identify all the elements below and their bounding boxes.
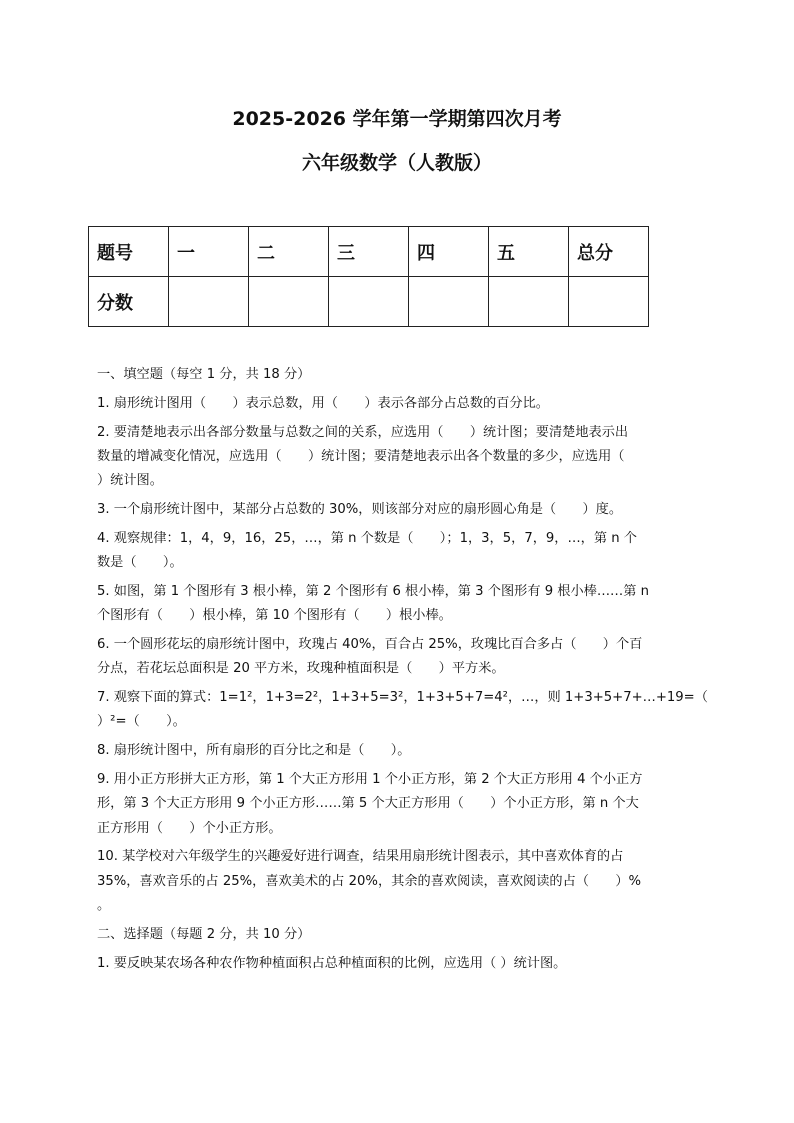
question-line: 形，第 3 个大正方形用 9 个小正方形……第 5 个大正方形用（ ）个小正方形，第 n 个大 bbox=[97, 796, 639, 812]
section-heading: 一、填空题（每空 1 分，共 18 分） bbox=[97, 367, 311, 382]
question-line: 5. 如图，第 1 个图形有 3 根小棒，第 2 个图形有 6 根小棒，第 3 个图形有 9 根小棒……第 n bbox=[97, 583, 649, 599]
score-cell-empty bbox=[169, 277, 249, 327]
score-cell-header: 五 bbox=[489, 227, 569, 277]
score-cell-header: 四 bbox=[409, 227, 489, 277]
exam-subtitle: 六年级数学（人教版） bbox=[301, 152, 492, 174]
question-line: 。 bbox=[97, 897, 111, 913]
question-line: 正方形用（ ）个小正方形。 bbox=[97, 820, 282, 836]
score-cell-header: 一 bbox=[169, 227, 249, 277]
section-heading: 二、选择题（每题 2 分，共 10 分） bbox=[97, 926, 311, 942]
question-4 bbox=[97, 527, 697, 576]
question-line: 1. 扇形统计图用（ ）表示总数，用（ ）表示各部分占总数的百分比。 bbox=[97, 395, 549, 411]
question-line: 数是（ ）。 bbox=[97, 555, 183, 571]
question-9 bbox=[97, 768, 697, 841]
score-cell-label: 分数 bbox=[89, 277, 169, 327]
question-line: 2. 要清楚地表示出各部分数量与总数之间的关系，应选用（ ）统计图；要清楚地表示出 bbox=[97, 424, 629, 440]
question-line: 9. 用小正方形拼大正方形，第 1 个大正方形用 1 个小正方形，第 2 个大正方形用 4 个小正方 bbox=[97, 771, 643, 787]
question-line: 6. 一个圆形花坛的扇形统计图中，玫瑰占 40%，百合占 25%，玫瑰比百合多占（ ）个百 bbox=[97, 636, 643, 652]
question-line: 7. 观察下面的算式：1=1²，1+3=2²，1+3+5=3²，1+3+5+7=4²，…，则 1+3+5+7+…+19=（ bbox=[97, 690, 708, 706]
score-cell-empty bbox=[489, 277, 569, 327]
question-8 bbox=[97, 739, 697, 763]
exam-content bbox=[97, 363, 708, 976]
question-2 bbox=[97, 421, 697, 494]
question-6 bbox=[97, 633, 697, 682]
question-line: 10. 某学校对六年级学生的兴趣爱好进行调查，结果用扇形统计图表示，其中喜欢体育的占 bbox=[97, 849, 624, 865]
question-7 bbox=[97, 686, 708, 735]
question-line: 分点，若花坛总面积是 20 平方米，玫瑰种植面积是（ ）平方米。 bbox=[97, 661, 505, 677]
score-cell-header: 总分 bbox=[569, 227, 649, 277]
score-cell-empty bbox=[409, 277, 489, 327]
question-5 bbox=[97, 580, 697, 629]
question-10 bbox=[97, 845, 697, 918]
score-cell-empty bbox=[249, 277, 329, 327]
question-line: ）²=（ ）。 bbox=[97, 714, 186, 730]
score-table-score-row bbox=[89, 277, 649, 327]
score-table bbox=[88, 226, 649, 327]
score-cell-label: 题号 bbox=[89, 227, 169, 277]
score-table-header-row bbox=[89, 227, 649, 277]
question-line: 8. 扇形统计图中，所有扇形的百分比之和是（ ）。 bbox=[97, 743, 411, 759]
exam-title: 2025-2026 学年第一学期第四次月考 bbox=[232, 108, 562, 130]
question-3 bbox=[97, 498, 697, 522]
score-cell-empty bbox=[329, 277, 409, 327]
question-line: 3. 一个扇形统计图中，某部分占总数的 30%，则该部分对应的扇形圆心角是（ ）度。 bbox=[97, 501, 623, 517]
score-cell-header: 三 bbox=[329, 227, 409, 277]
question-line: 1. 要反映某农场各种农作物种植面积占总种植面积的比例，应选用（ ）统计图。 bbox=[97, 955, 567, 971]
question-line: 个图形有（ ）根小棒，第 10 个图形有（ ）根小棒。 bbox=[97, 608, 452, 624]
choice-question-1 bbox=[97, 952, 697, 976]
question-1 bbox=[97, 392, 697, 416]
question-line: 4. 观察规律：1，4，9，16，25，…，第 n 个数是（ ）；1，3，5，7，9，…，第 n 个 bbox=[97, 530, 637, 546]
question-line: 35%，喜欢音乐的占 25%，喜欢美术的占 20%，其余的喜欢阅读，喜欢阅读的占（ ）% bbox=[97, 873, 642, 889]
question-line: ）统计图。 bbox=[97, 473, 163, 489]
score-cell-empty bbox=[569, 277, 649, 327]
question-line: 数量的增减变化情况，应选用（ ）统计图；要清楚地表示出各个数量的多少，应选用（ bbox=[97, 448, 625, 464]
score-cell-header: 二 bbox=[249, 227, 329, 277]
